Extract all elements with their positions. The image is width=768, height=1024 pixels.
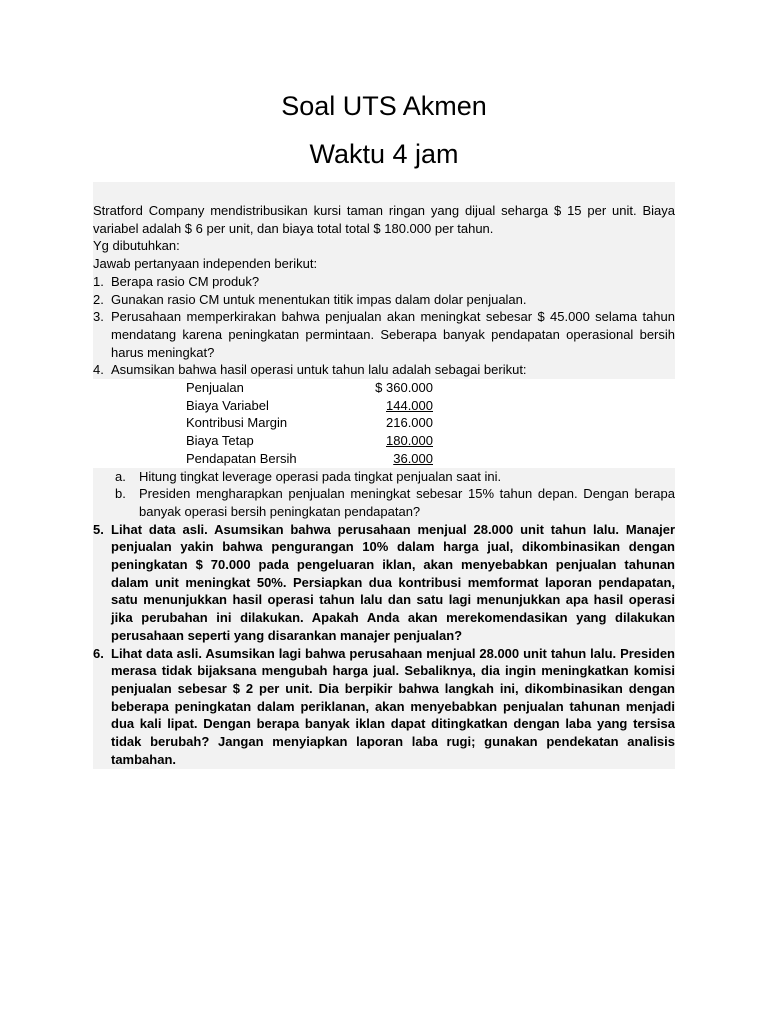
question-item	[93, 291, 675, 309]
bold-question-block	[93, 521, 675, 769]
row-value: 180.000	[386, 433, 433, 449]
sub-question-text: Hitung tingkat leverage operasi pada tingkat penjualan saat ini.	[139, 468, 502, 484]
question-item	[93, 308, 675, 361]
question-number: 1.	[93, 273, 104, 289]
sub-question-text: Presiden mengharapkan penjualan meningkat sebesar 15% tahun depan. Dengan berapa banyak operasi bersih peningkatan pendapatan?	[139, 486, 675, 519]
row-label: Biaya Variabel	[186, 397, 269, 413]
table-row	[186, 432, 675, 450]
table-row	[186, 397, 675, 415]
row-value: 216.000	[386, 415, 433, 431]
document-subtitle: Waktu 4 jam	[309, 139, 459, 169]
question-text: Perusahaan memperkirakan bahwa penjualan akan meningkat sebesar $ 45.000 selama tahun mendatang karena peningkatan permintaan. Seberapa banyak pendapatan operasional bersih harus meningkat?	[111, 309, 675, 360]
sub-question-letter: b.	[115, 486, 126, 502]
question-number: 5.	[93, 521, 104, 537]
row-label: Penjualan	[186, 380, 244, 396]
question-number: 2.	[93, 291, 104, 307]
income-statement-table	[93, 379, 675, 468]
document-title: Soal UTS Akmen	[281, 91, 487, 121]
sub-question-item	[115, 468, 675, 486]
question-item	[93, 521, 675, 645]
question-text: Lihat data asli. Asumsikan lagi bahwa perusahaan menjual 28.000 unit tahun lalu. Presiden merasa tidak bijaksana mengubah harga jual. Sebaliknya, dia ingin meningkatkan komisi penjualan sebesar $ 2 per unit. Dia berpikir bahwa langkah ini, dikombinasikan dengan beberapa peningkatan dalam periklanan, akan menyebabkan penjualan tahunan menjadi dua kali lipat. Dengan berapa banyak iklan dapat ditingkatkan dengan laba yang tersisa tidak berubah? Jangan menyiapkan laporan laba rugi; gunakan pendekatan analisis tambahan.	[111, 645, 675, 767]
question-item	[93, 273, 675, 291]
row-value: 144.000	[386, 397, 433, 413]
question-item	[93, 361, 675, 379]
sub-question-letter: a.	[115, 468, 126, 484]
question-item	[93, 645, 675, 769]
table-row	[186, 414, 675, 432]
document-body	[93, 182, 675, 769]
needed-label: Yg dibutuhkan:	[93, 238, 180, 254]
row-label: Biaya Tetap	[186, 433, 254, 449]
instruction-text: Jawab pertanyaan independen berikut:	[93, 256, 318, 272]
row-value: $ 360.000	[375, 380, 433, 396]
row-value: 36.000	[393, 450, 433, 466]
sub-question-block	[93, 468, 675, 521]
table-row	[186, 450, 675, 468]
question-block	[93, 182, 675, 379]
spacer	[93, 182, 675, 202]
question-text: Gunakan rasio CM untuk menentukan titik impas dalam dolar penjualan.	[111, 291, 527, 307]
row-label: Pendapatan Bersih	[186, 450, 297, 466]
table-row	[186, 379, 675, 397]
question-number: 3.	[93, 309, 104, 325]
intro-paragraph: Stratford Company mendistribusikan kursi taman ringan yang dijual seharga $ 15 per unit. Biaya variabel adalah $ 6 per unit, dan biaya total total $ 180.000 per tahun.	[93, 203, 675, 236]
question-text: Berapa rasio CM produk?	[111, 273, 260, 289]
question-number: 4.	[93, 362, 104, 378]
question-text: Asumsikan bahwa hasil operasi untuk tahun lalu adalah sebagai berikut:	[111, 362, 527, 378]
row-label: Kontribusi Margin	[186, 415, 288, 431]
sub-question-item	[115, 485, 675, 520]
question-text: Lihat data asli. Asumsikan bahwa perusahaan menjual 28.000 unit tahun lalu. Manajer penjualan yakin bahwa pengurangan 10% dalam harga jual, dikombinasikan dengan peningkatan $ 70.000 pada pengeluaran iklan, akan menyebabkan penjualan tahunan dalam unit meningkat 50%. Persiapkan dua kontribusi memformat laporan pendapatan, satu menunjukkan hasil operasi tahun lalu dan satu lagi menunjukkan apa hasil operasi jika perubahan ini dilakukan. Apakah Anda akan merekomendasikan yang dilakukan perusahaan seperti yang disarankan manajer penjualan?	[111, 521, 675, 643]
question-number: 6.	[93, 645, 104, 661]
